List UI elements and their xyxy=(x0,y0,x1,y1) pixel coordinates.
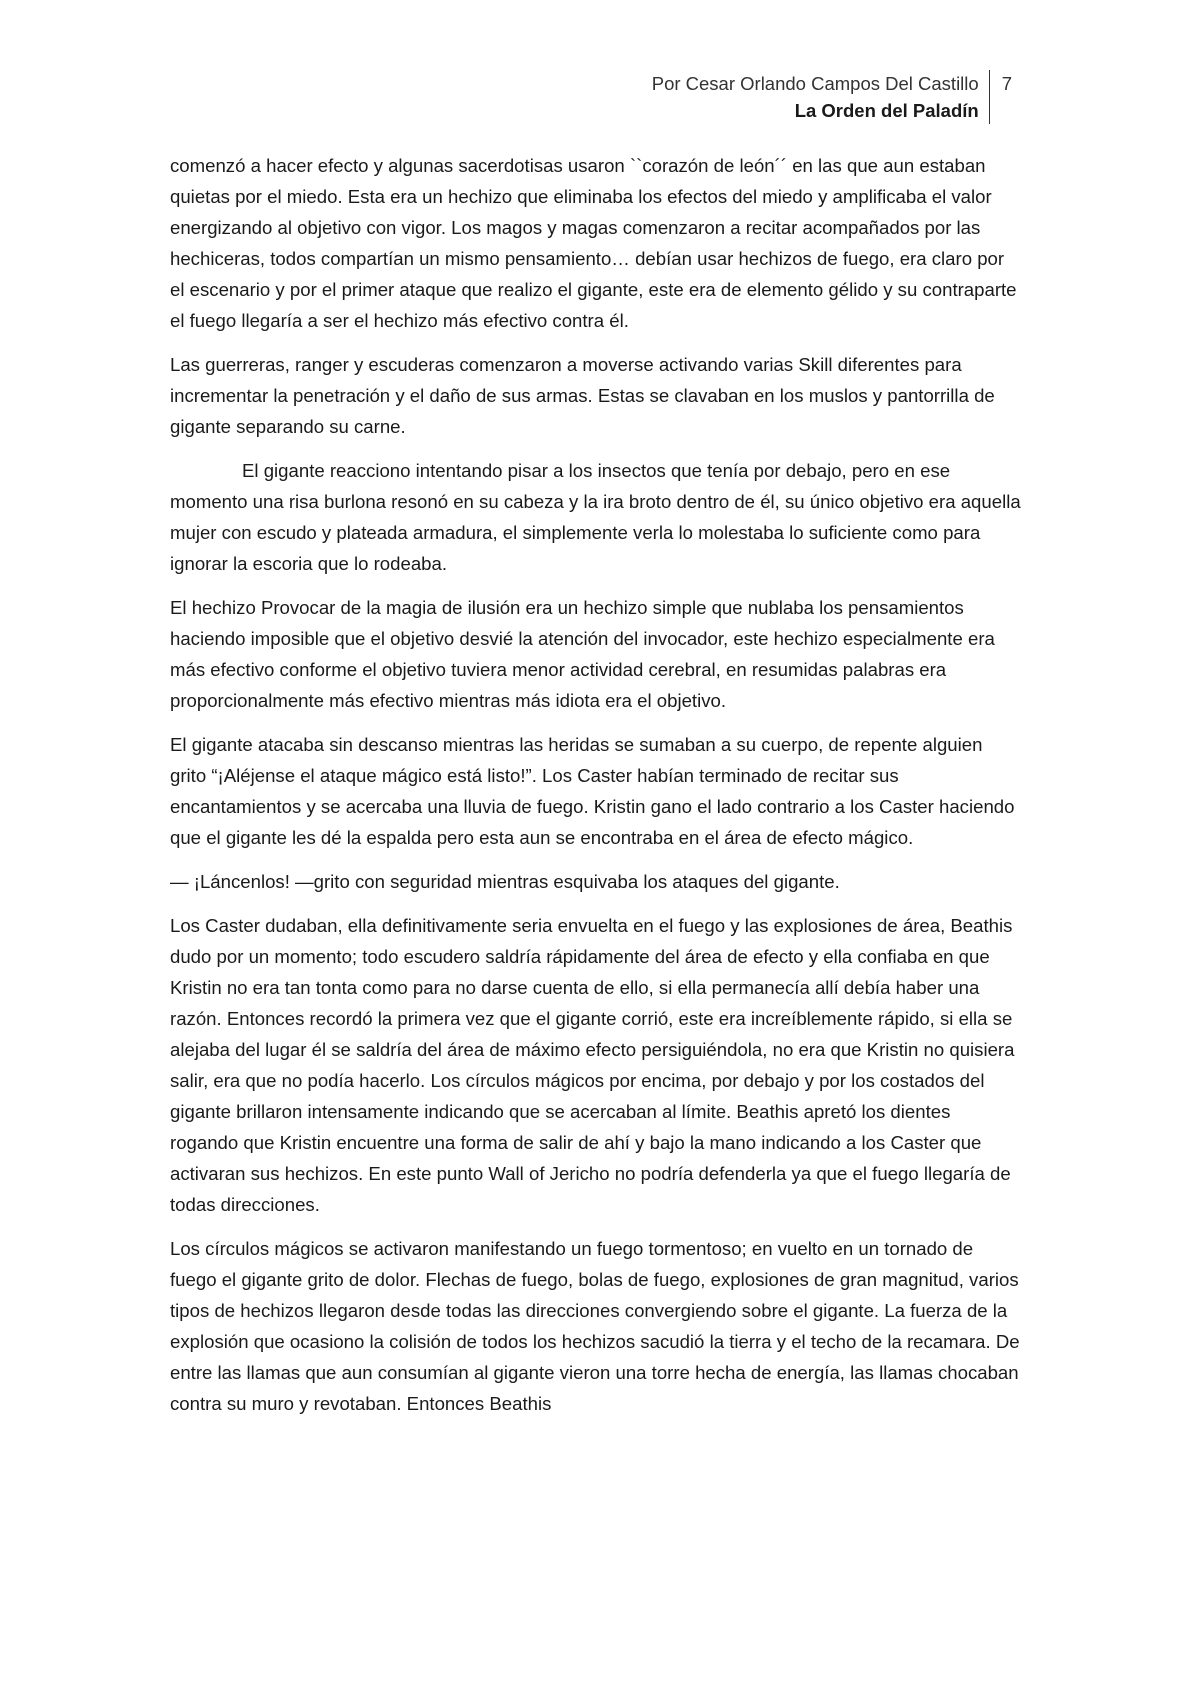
paragraph-4: El hechizo Provocar de la magia de ilusión era un hechizo simple que nublaba los pensamientos haciendo imposible que el objetivo desvié la atención del invocador, este hechizo especialmente era más efectivo conforme el objetivo tuviera menor actividad cerebral, en resumidas palabras era proporcionalmente más efectivo mientras más idiota era el objetivo. xyxy=(170,597,995,711)
paragraph-1: comenzó a hacer efecto y algunas sacerdotisas usaron ``corazón de león´´ en las que aun estaban quietas por el miedo. Esta era un hechizo que eliminaba los efectos del miedo y amplificaba el valor energizando al objetivo con vigor. Los magos y magas comenzaron a recitar acompañados por las hechiceras, todos compartían un mismo pensamiento… debían usar hechizos de fuego, era claro por el escenario y por el primer ataque que realizo el gigante, este era de elemento gélido y su contraparte el fuego llegaría a ser el hechizo más efectivo contra él. xyxy=(170,155,1017,331)
page-number: 7 xyxy=(1001,73,1012,94)
paragraph-3: El gigante reacciono intentando pisar a los insectos que tenía por debajo, pero en ese momento una risa burlona resonó en su cabeza y la ira broto dentro de él, su único objetivo era aquella mujer con escudo y plateada armadura, el simplemente verla lo molestaba lo suficiente como para ignorar la escoria que lo rodeaba. xyxy=(170,460,1021,574)
body-text xyxy=(170,150,1022,1432)
paragraph-5: El gigante atacaba sin descanso mientras las heridas se sumaban a su cuerpo, de repente alguien grito “¡Aléjense el ataque mágico está listo!”. Los Caster habían terminado de recitar sus encantamientos y se acercaba una lluvia de fuego. Kristin gano el lado contrario a los Caster haciendo que el gigante les dé la espalda pero esta aun se encontraba en el área de efecto mágico. xyxy=(170,734,1015,848)
paragraph-8: Los círculos mágicos se activaron manifestando un fuego tormentoso; en vuelto en un tornado de fuego el gigante grito de dolor. Flechas de fuego, bolas de fuego, explosiones de gran magnitud, varios tipos de hechizos llegaron desde todas las direcciones convergiendo sobre el gigante. La fuerza de la explosión que ocasiono la colisión de todos los hechizos sacudió la tierra y el techo de la recamara. De entre las llamas que aun consumían al gigante vieron una torre hecha de energía, las llamas chocaban contra su muro y revotaban. Entonces Beathis xyxy=(170,1238,1020,1414)
header-book-title: La Orden del Paladín xyxy=(794,100,979,121)
header-text-block xyxy=(652,70,989,124)
page-header xyxy=(652,70,1012,124)
paragraph-2: Las guerreras, ranger y escuderas comenzaron a moverse activando varias Skill diferentes para incrementar la penetración y el daño de sus armas. Estas se clavaban en los muslos y pantorrilla de gigante separando su carne. xyxy=(170,354,995,437)
header-author: Por Cesar Orlando Campos Del Castillo xyxy=(651,73,979,94)
paragraph-6: — ¡Láncenlos! —grito con seguridad mientras esquivaba los ataques del gigante. xyxy=(170,871,840,892)
paragraph-7: Los Caster dudaban, ella definitivamente seria envuelta en el fuego y las explosiones de área, Beathis dudo por un momento; todo escudero saldría rápidamente del área de efecto y ella confiaba en que Kristin no era tan tonta como para no darse cuenta de ello, si ella permanecía allí debía haber una razón. Entonces recordó la primera vez que el gigante corrió, este era increíblemente rápido, si ella se alejaba del lugar él se saldría del área de máximo efecto persiguiéndola, no era que Kristin no quisiera salir, era que no podía hacerlo. Los círculos mágicos por encima, por debajo y por los costados del gigante brillaron intensamente indicando que se acercaban al límite. Beathis apretó los dientes rogando que Kristin encuentre una forma de salir de ahí y bajo la mano indicando a los Caster que activaran sus hechizos. En este punto Wall of Jericho no podría defenderla ya que el fuego llegaría de todas direcciones. xyxy=(170,915,1015,1215)
